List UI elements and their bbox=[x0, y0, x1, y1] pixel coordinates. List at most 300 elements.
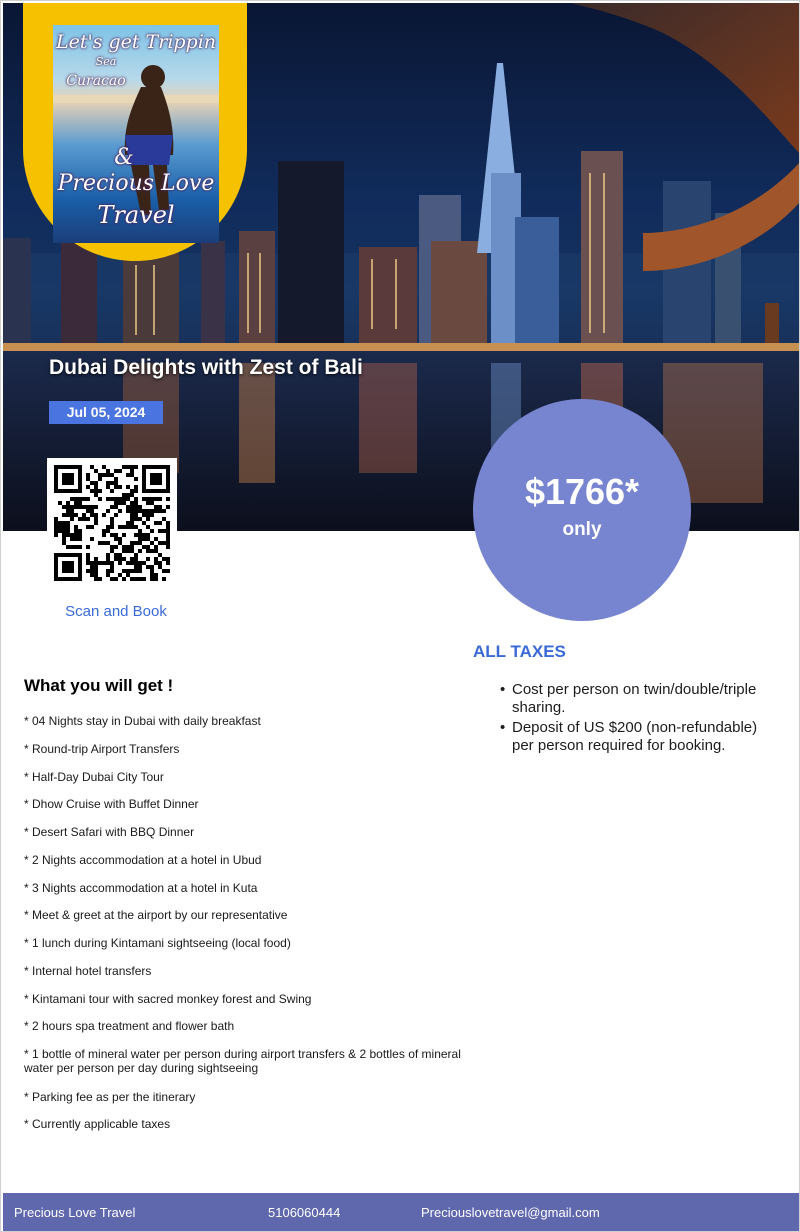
qr-module bbox=[70, 477, 74, 481]
qr-module bbox=[66, 513, 70, 517]
qr-module bbox=[114, 481, 118, 485]
qr-module bbox=[62, 565, 66, 569]
qr-module bbox=[134, 489, 138, 493]
qr-module bbox=[106, 561, 110, 565]
qr-module bbox=[70, 577, 74, 581]
qr-module bbox=[134, 553, 138, 557]
qr-module bbox=[134, 517, 138, 521]
qr-module bbox=[70, 513, 74, 517]
qr-module bbox=[106, 469, 110, 473]
qr-module bbox=[78, 573, 82, 577]
qr-module bbox=[134, 533, 138, 537]
qr-module bbox=[158, 561, 162, 565]
qr-module bbox=[146, 533, 150, 537]
qr-module bbox=[94, 573, 98, 577]
qr-module bbox=[78, 557, 82, 561]
qr-module bbox=[154, 557, 158, 561]
qr-module bbox=[102, 541, 106, 545]
qr-module bbox=[54, 577, 58, 581]
qr-module bbox=[158, 489, 162, 493]
qr-module bbox=[154, 549, 158, 553]
qr-module bbox=[130, 541, 134, 545]
qr-module bbox=[78, 537, 82, 541]
qr-module bbox=[146, 557, 150, 561]
price-amount: $1766* bbox=[524, 471, 640, 512]
qr-module bbox=[166, 473, 170, 477]
qr-module bbox=[66, 521, 70, 525]
inclusion-item: * Internal hotel transfers bbox=[24, 964, 152, 978]
qr-module bbox=[62, 569, 66, 573]
footer-email[interactable]: Preciouslovetravel@gmail.com bbox=[421, 1205, 600, 1220]
qr-module bbox=[114, 577, 118, 581]
qr-module bbox=[74, 505, 78, 509]
qr-module bbox=[150, 489, 154, 493]
inclusion-item: * 04 Nights stay in Dubai with daily breakfast bbox=[24, 714, 261, 728]
qr-module bbox=[122, 545, 126, 549]
qr-module bbox=[82, 505, 86, 509]
qr-module bbox=[122, 525, 126, 529]
qr-module bbox=[138, 517, 142, 521]
qr-module bbox=[166, 505, 170, 509]
qr-module bbox=[138, 509, 142, 513]
qr-module bbox=[166, 545, 170, 549]
qr-module bbox=[90, 565, 94, 569]
footer-bar bbox=[3, 1193, 799, 1231]
qr-module bbox=[150, 569, 154, 573]
qr-module bbox=[118, 541, 122, 545]
qr-module bbox=[58, 521, 62, 525]
qr-module bbox=[114, 469, 118, 473]
qr-module bbox=[70, 561, 74, 565]
qr-module bbox=[98, 561, 102, 565]
qr-module bbox=[110, 565, 114, 569]
qr-module bbox=[90, 573, 94, 577]
qr-module bbox=[66, 481, 70, 485]
qr-module bbox=[142, 465, 146, 469]
qr-module bbox=[66, 505, 70, 509]
qr-module bbox=[94, 557, 98, 561]
qr-module bbox=[158, 521, 162, 525]
qr-module bbox=[130, 489, 134, 493]
qr-module bbox=[166, 477, 170, 481]
qr-module bbox=[106, 529, 110, 533]
booking-qr-code[interactable] bbox=[47, 458, 177, 588]
qr-module bbox=[142, 521, 146, 525]
qr-module bbox=[110, 481, 114, 485]
qr-module bbox=[62, 521, 66, 525]
qr-module bbox=[54, 561, 58, 565]
qr-module bbox=[78, 501, 82, 505]
qr-module bbox=[158, 477, 162, 481]
qr-module bbox=[126, 497, 130, 501]
qr-module bbox=[118, 573, 122, 577]
logo-brand-line2: Travel bbox=[97, 201, 175, 229]
qr-module bbox=[146, 501, 150, 505]
qr-module bbox=[134, 577, 138, 581]
qr-module bbox=[126, 485, 130, 489]
qr-module bbox=[110, 489, 114, 493]
inclusion-item: * Dhow Cruise with Buffet Dinner bbox=[24, 797, 199, 811]
qr-module bbox=[154, 509, 158, 513]
qr-module bbox=[98, 489, 102, 493]
qr-module bbox=[66, 561, 70, 565]
qr-module bbox=[146, 497, 150, 501]
qr-module bbox=[150, 577, 154, 581]
qr-module bbox=[166, 569, 170, 573]
qr-module bbox=[134, 565, 138, 569]
qr-module bbox=[114, 501, 118, 505]
qr-module bbox=[146, 489, 150, 493]
qr-module bbox=[142, 469, 146, 473]
qr-module bbox=[62, 489, 66, 493]
qr-module bbox=[74, 489, 78, 493]
qr-module bbox=[66, 501, 70, 505]
qr-module bbox=[118, 561, 122, 565]
qr-module bbox=[122, 501, 126, 505]
qr-module bbox=[110, 533, 114, 537]
inclusion-item: * Half-Day Dubai City Tour bbox=[24, 770, 164, 784]
trip-date-badge: Jul 05, 2024 bbox=[49, 401, 163, 424]
qr-module bbox=[154, 497, 158, 501]
qr-module bbox=[122, 577, 126, 581]
qr-module bbox=[158, 553, 162, 557]
inclusion-item: * Currently applicable taxes bbox=[24, 1117, 171, 1131]
qr-module bbox=[66, 553, 70, 557]
qr-module bbox=[54, 477, 58, 481]
qr-module bbox=[74, 545, 78, 549]
qr-module bbox=[94, 493, 98, 497]
scan-and-book-link[interactable]: Scan and Book bbox=[65, 603, 167, 620]
qr-module bbox=[86, 557, 90, 561]
qr-module bbox=[154, 465, 158, 469]
qr-module bbox=[154, 481, 158, 485]
qr-module bbox=[110, 521, 114, 525]
qr-module bbox=[78, 481, 82, 485]
qr-module bbox=[78, 553, 82, 557]
qr-module bbox=[90, 509, 94, 513]
qr-module bbox=[78, 469, 82, 473]
qr-module bbox=[66, 529, 70, 533]
qr-module bbox=[86, 509, 90, 513]
qr-module bbox=[166, 541, 170, 545]
qr-module bbox=[70, 553, 74, 557]
qr-module bbox=[150, 565, 154, 569]
qr-module bbox=[74, 533, 78, 537]
qr-module bbox=[130, 513, 134, 517]
taxes-heading: ALL TAXES bbox=[473, 642, 566, 661]
qr-module bbox=[158, 529, 162, 533]
qr-module bbox=[150, 473, 154, 477]
qr-module bbox=[154, 561, 158, 565]
qr-module bbox=[126, 549, 130, 553]
qr-module bbox=[154, 577, 158, 581]
qr-module bbox=[134, 477, 138, 481]
qr-module bbox=[82, 497, 86, 501]
qr-module bbox=[78, 489, 82, 493]
qr-module bbox=[70, 537, 74, 541]
qr-module bbox=[66, 489, 70, 493]
qr-module bbox=[162, 465, 166, 469]
qr-module bbox=[126, 521, 130, 525]
inclusion-item: * Round-trip Airport Transfers bbox=[24, 742, 180, 756]
qr-module bbox=[66, 473, 70, 477]
qr-module bbox=[90, 481, 94, 485]
qr-module bbox=[134, 557, 138, 561]
qr-module bbox=[138, 533, 142, 537]
qr-module bbox=[70, 465, 74, 469]
qr-module bbox=[58, 489, 62, 493]
inclusion-item: * 1 lunch during Kintamani sightseeing (local food) bbox=[24, 936, 291, 950]
qr-module bbox=[114, 545, 118, 549]
logo-brand-line1: Precious Love bbox=[57, 171, 215, 196]
qr-module bbox=[134, 505, 138, 509]
qr-module bbox=[166, 485, 170, 489]
qr-module bbox=[154, 537, 158, 541]
qr-module bbox=[54, 473, 58, 477]
qr-module bbox=[70, 545, 74, 549]
qr-module bbox=[150, 573, 154, 577]
qr-module bbox=[166, 533, 170, 537]
qr-module bbox=[142, 561, 146, 565]
qr-module bbox=[102, 465, 106, 469]
qr-module bbox=[166, 481, 170, 485]
qr-module bbox=[98, 477, 102, 481]
qr-module bbox=[130, 501, 134, 505]
qr-module bbox=[74, 513, 78, 517]
qr-module bbox=[166, 561, 170, 565]
qr-module bbox=[114, 537, 118, 541]
qr-module bbox=[86, 473, 90, 477]
qr-module bbox=[162, 541, 166, 545]
qr-module bbox=[106, 573, 110, 577]
qr-module bbox=[126, 573, 130, 577]
qr-module bbox=[130, 521, 134, 525]
qr-module bbox=[74, 577, 78, 581]
qr-module bbox=[110, 577, 114, 581]
qr-module bbox=[146, 525, 150, 529]
qr-module bbox=[138, 537, 142, 541]
qr-module bbox=[130, 493, 134, 497]
qr-module bbox=[74, 501, 78, 505]
qr-module bbox=[118, 501, 122, 505]
qr-module bbox=[166, 525, 170, 529]
qr-module bbox=[162, 569, 166, 573]
qr-module bbox=[150, 465, 154, 469]
qr-module bbox=[166, 521, 170, 525]
qr-module bbox=[154, 573, 158, 577]
qr-module bbox=[90, 525, 94, 529]
qr-module bbox=[62, 481, 66, 485]
qr-module bbox=[54, 521, 58, 525]
qr-module bbox=[90, 465, 94, 469]
qr-module bbox=[78, 477, 82, 481]
qr-module bbox=[154, 489, 158, 493]
qr-module bbox=[158, 509, 162, 513]
qr-module bbox=[162, 577, 166, 581]
qr-module bbox=[78, 577, 82, 581]
qr-module bbox=[122, 493, 126, 497]
qr-module bbox=[94, 505, 98, 509]
qr-module bbox=[142, 509, 146, 513]
qr-module bbox=[114, 513, 118, 517]
qr-module bbox=[70, 569, 74, 573]
qr-module bbox=[130, 557, 134, 561]
qr-module bbox=[106, 525, 110, 529]
qr-module bbox=[118, 469, 122, 473]
qr-module bbox=[110, 497, 114, 501]
qr-module bbox=[74, 553, 78, 557]
qr-module bbox=[122, 549, 126, 553]
qr-module bbox=[62, 541, 66, 545]
qr-module bbox=[162, 509, 166, 513]
qr-module bbox=[146, 465, 150, 469]
qr-module bbox=[66, 465, 70, 469]
qr-module bbox=[114, 497, 118, 501]
qr-module bbox=[66, 509, 70, 513]
inclusion-item: * 3 Nights accommodation at a hotel in Kuta bbox=[24, 881, 258, 895]
qr-module bbox=[142, 577, 146, 581]
qr-module bbox=[110, 505, 114, 509]
qr-module bbox=[138, 565, 142, 569]
inclusion-item: * Meet & greet at the airport by our representative bbox=[24, 908, 288, 922]
footer-phone[interactable]: 5106060444 bbox=[268, 1205, 341, 1220]
qr-module bbox=[102, 513, 106, 517]
qr-module bbox=[142, 489, 146, 493]
qr-module bbox=[142, 481, 146, 485]
logo-ampersand: & bbox=[114, 145, 134, 170]
qr-module bbox=[54, 469, 58, 473]
qr-module bbox=[130, 505, 134, 509]
qr-module bbox=[110, 473, 114, 477]
qr-module bbox=[86, 561, 90, 565]
price-note: only bbox=[562, 519, 602, 540]
qr-module bbox=[58, 525, 62, 529]
qr-module bbox=[78, 473, 82, 477]
qr-module bbox=[126, 493, 130, 497]
taxes-list bbox=[497, 681, 777, 757]
qr-module bbox=[114, 477, 118, 481]
qr-module bbox=[86, 525, 90, 529]
qr-module bbox=[146, 565, 150, 569]
qr-module bbox=[70, 565, 74, 569]
qr-module bbox=[102, 529, 106, 533]
qr-module bbox=[58, 529, 62, 533]
qr-module bbox=[54, 517, 58, 521]
qr-module bbox=[126, 569, 130, 573]
qr-module bbox=[94, 561, 98, 565]
qr-module bbox=[74, 529, 78, 533]
qr-module bbox=[166, 529, 170, 533]
qr-module bbox=[146, 545, 150, 549]
qr-module bbox=[150, 477, 154, 481]
qr-module bbox=[94, 513, 98, 517]
qr-module bbox=[146, 509, 150, 513]
qr-module bbox=[86, 569, 90, 573]
qr-module bbox=[110, 561, 114, 565]
qr-module bbox=[78, 497, 82, 501]
qr-module bbox=[114, 505, 118, 509]
qr-module bbox=[110, 517, 114, 521]
qr-module bbox=[158, 497, 162, 501]
qr-module bbox=[66, 477, 70, 481]
qr-module bbox=[150, 501, 154, 505]
qr-module bbox=[62, 505, 66, 509]
qr-module bbox=[162, 557, 166, 561]
hero-image bbox=[3, 3, 799, 531]
qr-module bbox=[138, 505, 142, 509]
qr-module bbox=[62, 525, 66, 529]
qr-module bbox=[102, 533, 106, 537]
inclusion-item: * 2 hours spa treatment and flower bath bbox=[24, 1019, 235, 1033]
qr-module bbox=[54, 557, 58, 561]
qr-module bbox=[78, 533, 82, 537]
qr-module bbox=[142, 537, 146, 541]
qr-module bbox=[158, 473, 162, 477]
qr-module bbox=[142, 545, 146, 549]
qr-module bbox=[98, 473, 102, 477]
qr-module bbox=[78, 569, 82, 573]
qr-module bbox=[66, 545, 70, 549]
qr-module bbox=[70, 497, 74, 501]
qr-module bbox=[54, 553, 58, 557]
qr-module bbox=[158, 505, 162, 509]
qr-module bbox=[130, 577, 134, 581]
qr-module bbox=[130, 545, 134, 549]
qr-module bbox=[114, 485, 118, 489]
qr-module bbox=[98, 541, 102, 545]
logo-destination: Curacao bbox=[66, 73, 126, 89]
qr-module bbox=[94, 565, 98, 569]
qr-module bbox=[162, 489, 166, 493]
qr-module bbox=[62, 533, 66, 537]
qr-module bbox=[94, 569, 98, 573]
qr-module bbox=[130, 561, 134, 565]
qr-module bbox=[54, 565, 58, 569]
qr-module bbox=[138, 577, 142, 581]
qr-module bbox=[118, 485, 122, 489]
qr-module bbox=[86, 553, 90, 557]
qr-module bbox=[150, 513, 154, 517]
price-badge bbox=[473, 399, 691, 621]
qr-module bbox=[138, 569, 142, 573]
qr-module bbox=[62, 553, 66, 557]
trip-title: Dubai Delights with Zest of Bali bbox=[49, 356, 363, 379]
qr-module bbox=[70, 533, 74, 537]
qr-module bbox=[82, 517, 86, 521]
qr-module bbox=[118, 537, 122, 541]
qr-module bbox=[134, 465, 138, 469]
qr-module bbox=[94, 489, 98, 493]
qr-module bbox=[122, 465, 126, 469]
qr-module bbox=[78, 465, 82, 469]
qr-module bbox=[162, 517, 166, 521]
qr-module bbox=[150, 529, 154, 533]
qr-module bbox=[106, 481, 110, 485]
qr-module bbox=[158, 465, 162, 469]
qr-module bbox=[150, 541, 154, 545]
qr-module bbox=[126, 465, 130, 469]
logo-photo bbox=[53, 25, 219, 243]
qr-module bbox=[106, 541, 110, 545]
qr-module bbox=[94, 521, 98, 525]
qr-module bbox=[54, 573, 58, 577]
qr-module bbox=[158, 481, 162, 485]
qr-module bbox=[66, 565, 70, 569]
qr-module bbox=[146, 537, 150, 541]
qr-module bbox=[154, 477, 158, 481]
qr-module bbox=[130, 465, 134, 469]
qr-module bbox=[78, 561, 82, 565]
